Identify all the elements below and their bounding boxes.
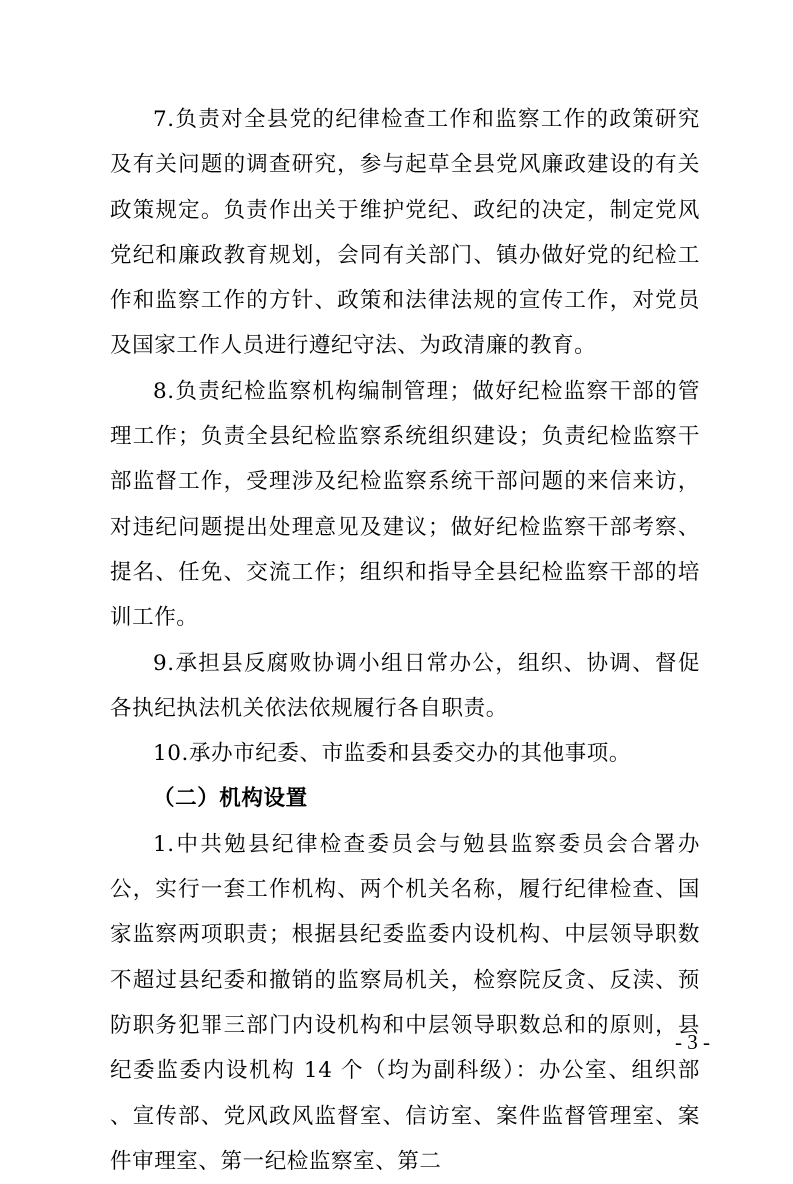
paragraph-item-10: 10.承办市纪委、市监委和县委交办的其他事项。 xyxy=(153,741,631,767)
paragraph-item-8: 8.负责纪检监察机构编制管理；做好纪检监察干部的管理工作；负责全县纪检监察系统组织建设；负责纪检监察干部监督工作，受理涉及纪检监察系统干部问题的来信来访，对违纪问题提出处理意见及建议；做好纪检监察干部考察、提名、任免、交流工作；组织和指导全县纪检监察干部的培训工作。 xyxy=(110,378,700,631)
page-number: - 3 - xyxy=(675,1030,710,1054)
paragraph-item-7: 7.负责对全县党的纪律检查工作和监察工作的政策研究及有关问题的调查研究，参与起草全县党风廉政建设的有关政策规定。负责作出关于维护党纪、政纪的决定，制定党风党纪和廉政教育规划，会同有关部门、镇办做好党的纪检工作和监察工作的方针、政策和法律法规的宣传工作，对党员及国家工作人员进行遵纪守法、为政清廉的教育。 xyxy=(110,107,700,359)
paragraph-section-1: 1.中共勉县纪律检查委员会与勉县监察委员会合署办公，实行一套工作机构、两个机关名称，履行纪律检查、国家监察两项职责；根据县纪委监委内设机构、中层领导职数不超过县纪委和撤销的监察局机关，检察院反贪、反渎、预防职务犯罪三部门内设机构和中层领导职数总和的原则，县纪委监委内设机构 14 个（均为副科级）：办公室、组织部 、宣传部、党风政风监督室、信访室、案件监督管理室、案件审理室、第一纪检监察室、第二 xyxy=(110,831,700,1174)
paragraph-item-9: 9.承担县反腐败协调小组日常办公，组织、协调、督促各执纪执法机关依法依规履行各自职责。 xyxy=(110,650,700,721)
section-heading: （二）机构设置 xyxy=(153,786,308,812)
body-text xyxy=(110,97,700,1184)
